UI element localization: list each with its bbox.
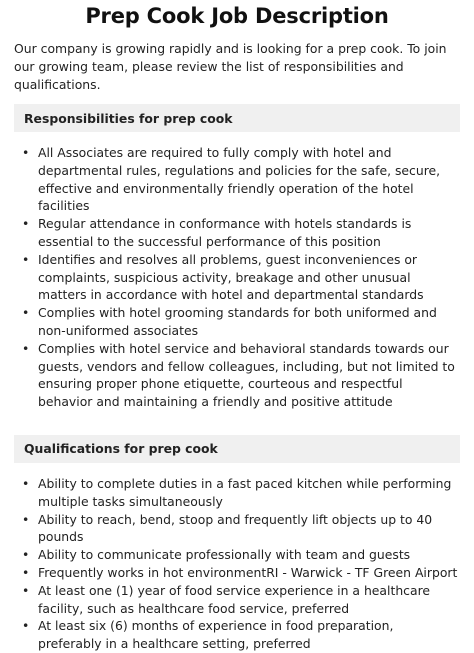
list-item-text: Ability to reach, bend, stoop and frequently lift objects up to 40 pounds	[38, 511, 433, 545]
qualifications-heading: Qualifications for prep cook	[14, 435, 460, 463]
bullet-icon: •	[22, 618, 30, 634]
responsibilities-heading: Responsibilities for prep cook	[14, 104, 460, 132]
list-item	[14, 564, 460, 582]
list-item	[14, 215, 460, 251]
bullet-icon: •	[22, 305, 30, 321]
list-item-text: At least six (6) months of experience in food preparation, preferably in a healthcare setting, preferred	[38, 618, 394, 652]
list-item	[14, 251, 460, 304]
qualifications-list	[14, 475, 460, 653]
bullet-icon: •	[22, 216, 30, 232]
list-item	[14, 144, 460, 215]
list-item-text: Identifies and resolves all problems, guest inconveniences or complaints, suspicious activity, breakage and other unusual matters in accordance with hotel and departmental standards	[38, 251, 424, 303]
bullet-icon: •	[22, 340, 30, 356]
bullet-icon: •	[22, 582, 30, 598]
list-item	[14, 340, 460, 411]
list-item	[14, 546, 460, 564]
bullet-icon: •	[22, 475, 30, 491]
responsibilities-list	[14, 144, 460, 411]
bullet-icon: •	[22, 145, 30, 160]
list-item-text: Ability to complete duties in a fast paced kitchen while performing multiple tasks simultaneously	[38, 475, 452, 509]
list-item	[14, 304, 460, 340]
list-item	[14, 511, 460, 547]
intro-paragraph: Our company is growing rapidly and is looking for a prep cook. To join our growing team, please review the list of responsibilities and qualifications.	[14, 41, 447, 92]
bullet-icon: •	[22, 251, 30, 267]
list-item-text: All Associates are required to fully comply with hotel and departmental rules, regulations and policies for the safe, secure, effective and environmentally friendly operation of the hotel facilities	[38, 145, 441, 214]
list-item	[14, 617, 460, 653]
bullet-icon: •	[22, 564, 30, 580]
page-title: Prep Cook Job Description	[85, 4, 389, 28]
list-item-text: Frequently works in hot environmentRI - Warwick - TF Green Airport	[38, 564, 458, 580]
list-item-text: Complies with hotel grooming standards for both uniformed and non-uniformed associates	[38, 305, 437, 338]
bullet-icon: •	[22, 547, 30, 563]
list-item-text: At least one (1) year of food service experience in a healthcare facility, such as healthcare food service, preferred	[38, 582, 431, 616]
list-item	[14, 582, 460, 618]
list-item-text: Regular attendance in conformance with hotels standards is essential to the successful performance of this position	[38, 216, 412, 249]
list-item-text: Ability to communicate professionally with team and guests	[38, 547, 411, 563]
bullet-icon: •	[22, 511, 30, 527]
list-item	[14, 475, 460, 511]
list-item-text: Complies with hotel service and behavioral standards towards our guests, vendors and fellow colleagues, including, but not limited to ensuring proper phone etiquette, courteous and respectful behavior and maintaining a friendly and positive attitude	[38, 340, 455, 410]
